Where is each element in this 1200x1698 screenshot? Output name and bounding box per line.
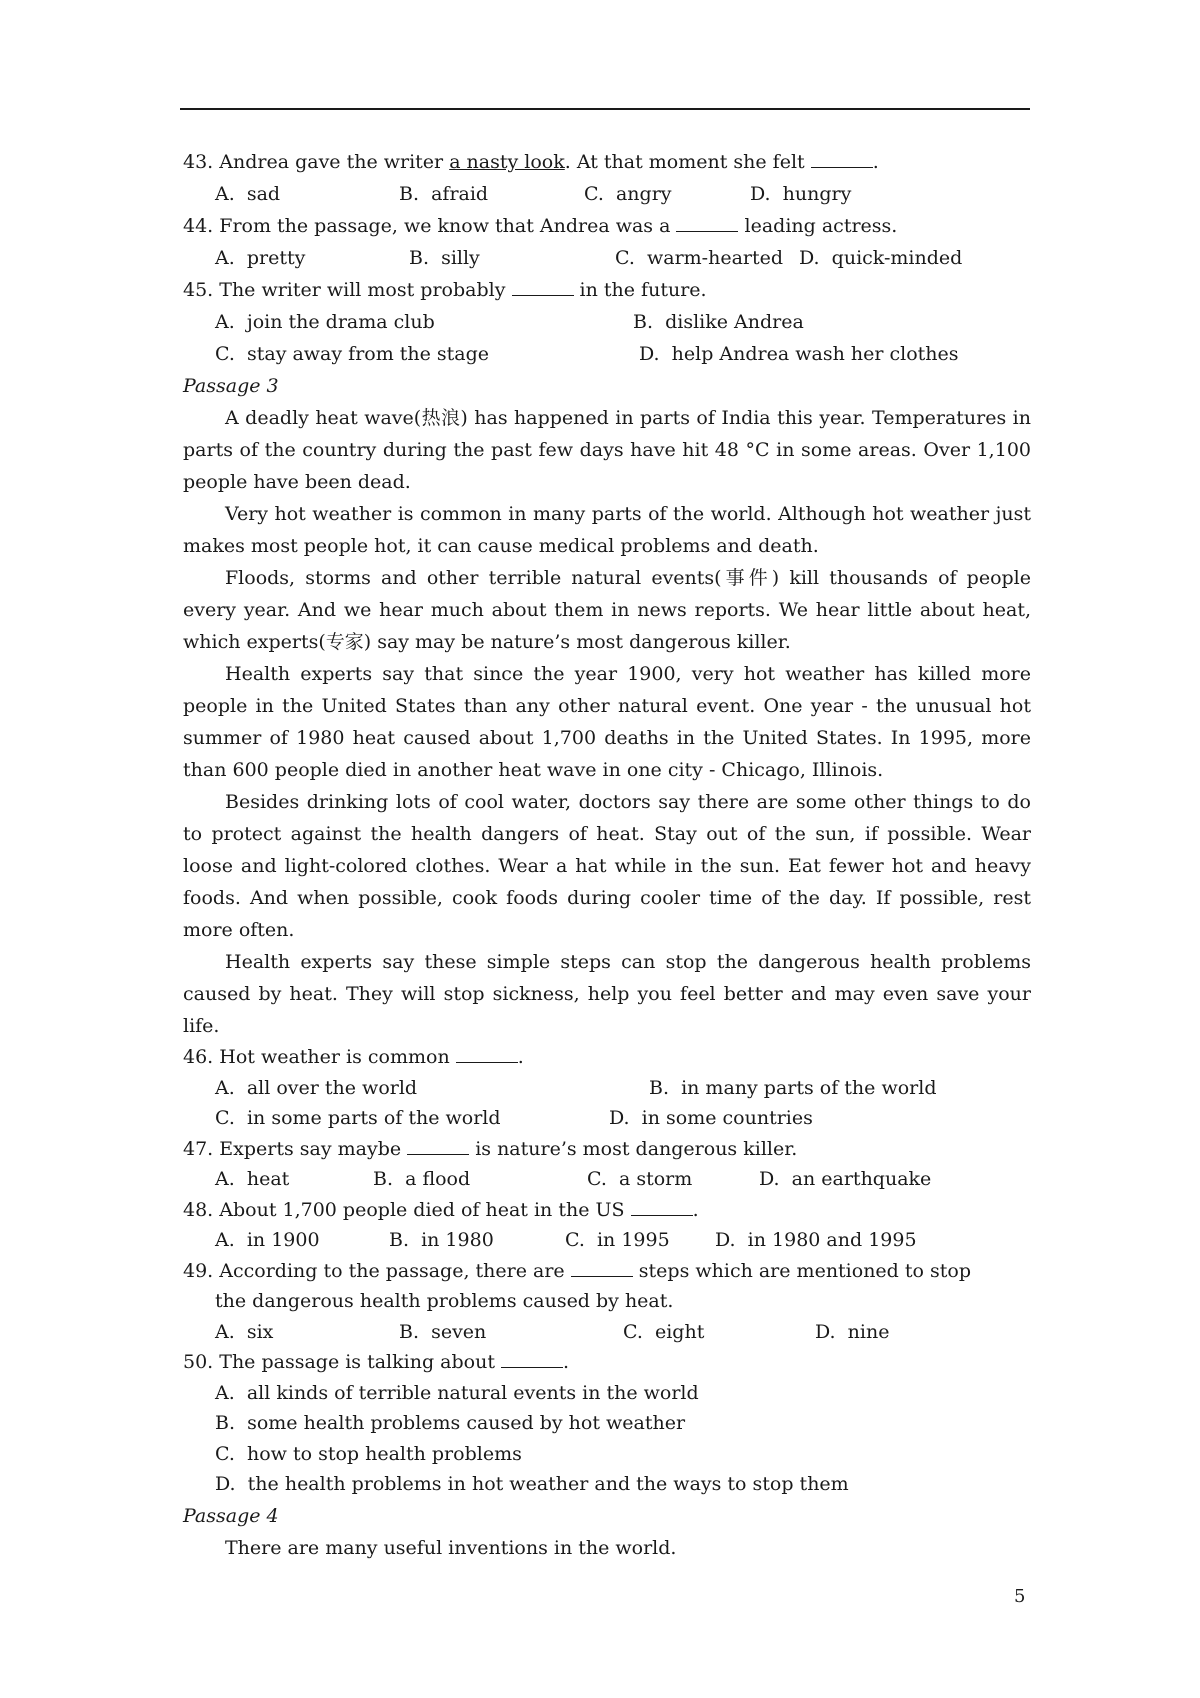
question-49-continued: the dangerous health problems caused by heat. xyxy=(215,1290,674,1312)
page-number: 5 xyxy=(1014,1586,1026,1607)
question-50 xyxy=(183,1347,1031,1378)
question-number: 50. xyxy=(183,1351,214,1373)
paragraph-text: Besides drinking lots of cool water, doctors say there are some other things to do to protect against the health dangers of heat. Stay out of the sun, if possible. Wear loose and light-colored clothes. Wear a hat while in the sun. Eat fewer hot and heavy foods. And when possible, cook foods during cooler time of the day. If possible, rest more often. xyxy=(183,791,1031,941)
option-c: C. stay away from the stage xyxy=(215,343,490,365)
question-45 xyxy=(183,274,1031,306)
question-text: About 1,700 people died of heat in the US xyxy=(219,1198,625,1221)
option-d: D. help Andrea wash her clothes xyxy=(639,343,959,365)
question-text: The writer will most probably xyxy=(219,279,506,301)
options-44 xyxy=(183,242,1031,274)
option-a: A. join the drama club xyxy=(215,311,435,333)
question-text: Andrea gave the writer xyxy=(219,151,444,173)
question-number: 46. xyxy=(183,1046,214,1068)
options-47 xyxy=(183,1164,1031,1195)
question-text: According to the passage, there are xyxy=(219,1259,565,1282)
punctuation: . xyxy=(563,1351,570,1373)
options-45-row1 xyxy=(183,306,1031,338)
option-d: D. an earthquake xyxy=(759,1168,932,1190)
option-a: A. all kinds of terrible natural events in the world xyxy=(215,1381,699,1404)
option-a: A. pretty xyxy=(215,247,306,269)
option-a: A. heat xyxy=(215,1168,290,1190)
paragraph-text: Health experts say these simple steps can stop the dangerous health problems caused by heat. They will stop sickness, help you feel better and may even save your life. xyxy=(183,951,1031,1037)
question-43 xyxy=(183,146,1031,178)
answer-blank xyxy=(512,276,574,296)
passage-3-paragraph-2 xyxy=(183,498,1031,562)
question-number: 45. xyxy=(183,279,214,301)
options-45-row2 xyxy=(183,338,1031,370)
answer-blank xyxy=(571,1257,633,1277)
answer-blank xyxy=(456,1043,518,1063)
option-a: A. sad xyxy=(215,183,281,205)
options-48 xyxy=(183,1225,1031,1256)
option-b: B. seven xyxy=(399,1320,487,1343)
option-d: D. quick-minded xyxy=(799,247,963,269)
option-b: B. silly xyxy=(409,247,480,269)
option-c: C. eight xyxy=(623,1320,705,1343)
question-49 xyxy=(183,1256,1031,1287)
option-c: C. angry xyxy=(584,183,672,205)
answer-blank xyxy=(631,1196,693,1216)
passage-4-first-line: There are many useful inventions in the world. xyxy=(225,1536,677,1559)
question-46 xyxy=(183,1042,1031,1073)
question-number: 44. xyxy=(183,215,214,237)
passage-4-title: Passage 4 xyxy=(183,1504,279,1527)
options-46-row1 xyxy=(183,1073,1031,1104)
underlined-phrase: a nasty look xyxy=(449,151,565,173)
options-46-row2 xyxy=(183,1103,1031,1134)
passage-3-title: Passage 3 xyxy=(183,375,279,397)
option-b: B. in many parts of the world xyxy=(649,1076,937,1099)
option-a: A. in 1900 xyxy=(215,1229,320,1251)
paragraph-text: A deadly heat wave(热浪) has happened in parts of India this year. Temperatures in parts of the country during the past few days have hit 48 °C in some areas. Over 1,100 people have been dead. xyxy=(183,407,1031,493)
option-c: C. how to stop health problems xyxy=(215,1442,522,1465)
answer-blank xyxy=(811,148,873,168)
paragraph-text: Floods, storms and other terrible natural events(事件) kill thousands of people every year. And we hear much about them in news reports. We hear little about heat, which experts(专家) say may be nature’s most dangerous killer. xyxy=(183,567,1031,653)
question-text: steps which are mentioned to stop xyxy=(638,1259,971,1282)
question-number: 48. xyxy=(183,1198,214,1221)
option-d: D. the health problems in hot weather and the ways to stop them xyxy=(215,1473,849,1495)
option-d: D. hungry xyxy=(750,183,852,205)
option-a: A. all over the world xyxy=(215,1076,418,1099)
question-48 xyxy=(183,1195,1031,1226)
question-text: . At that moment she felt xyxy=(564,151,805,173)
answer-blank xyxy=(407,1135,469,1155)
document-body xyxy=(183,146,1031,1564)
question-text: Hot weather is common xyxy=(219,1046,450,1068)
question-text: in the future. xyxy=(579,279,707,301)
paragraph-text: Very hot weather is common in many parts of the world. Although hot weather just makes most people hot, it can cause medical problems and death. xyxy=(183,503,1031,557)
question-number: 49. xyxy=(183,1259,214,1282)
header-rule xyxy=(180,108,1030,110)
question-text: is nature’s most dangerous killer. xyxy=(475,1137,798,1160)
question-number: 47. xyxy=(183,1137,214,1160)
options-49 xyxy=(183,1317,1031,1348)
option-b: B. in 1980 xyxy=(389,1229,494,1251)
option-d: D. nine xyxy=(815,1320,890,1343)
option-c: C. a storm xyxy=(587,1168,693,1190)
passage-3-paragraph-6 xyxy=(183,946,1031,1042)
question-text: leading actress. xyxy=(744,215,898,237)
question-text: The passage is talking about xyxy=(219,1351,495,1373)
option-d: D. in 1980 and 1995 xyxy=(715,1229,917,1251)
answer-blank xyxy=(501,1348,563,1368)
punctuation: . xyxy=(872,151,879,173)
answer-blank xyxy=(676,212,738,232)
punctuation: . xyxy=(517,1046,524,1068)
passage-3-paragraph-4 xyxy=(183,658,1031,786)
option-d: D. in some countries xyxy=(609,1107,813,1129)
options-43 xyxy=(183,178,1031,210)
passage-3-paragraph-3 xyxy=(183,562,1031,658)
passage-3-paragraph-5 xyxy=(183,786,1031,946)
passage-3-paragraph-1 xyxy=(183,402,1031,498)
punctuation: . xyxy=(692,1198,699,1221)
option-b: B. afraid xyxy=(399,183,489,205)
question-44 xyxy=(183,210,1031,242)
option-c: C. warm-hearted xyxy=(615,247,784,269)
question-number: 43. xyxy=(183,151,214,173)
option-b: B. a flood xyxy=(373,1168,471,1190)
question-text: Experts say maybe xyxy=(219,1137,402,1160)
option-c: C. in some parts of the world xyxy=(215,1107,501,1129)
question-text: From the passage, we know that Andrea was a xyxy=(219,215,671,237)
option-b: B. some health problems caused by hot weather xyxy=(215,1412,686,1434)
option-a: A. six xyxy=(215,1320,274,1343)
paragraph-text: Health experts say that since the year 1900, very hot weather has killed more people in the United States than any other natural event. One year - the unusual hot summer of 1980 heat caused about 1,700 deaths in the United States. In 1995, more than 600 people died in another heat wave in one city - Chicago, Illinois. xyxy=(183,663,1031,781)
question-47 xyxy=(183,1134,1031,1165)
option-b: B. dislike Andrea xyxy=(633,311,804,333)
option-c: C. in 1995 xyxy=(565,1229,670,1251)
